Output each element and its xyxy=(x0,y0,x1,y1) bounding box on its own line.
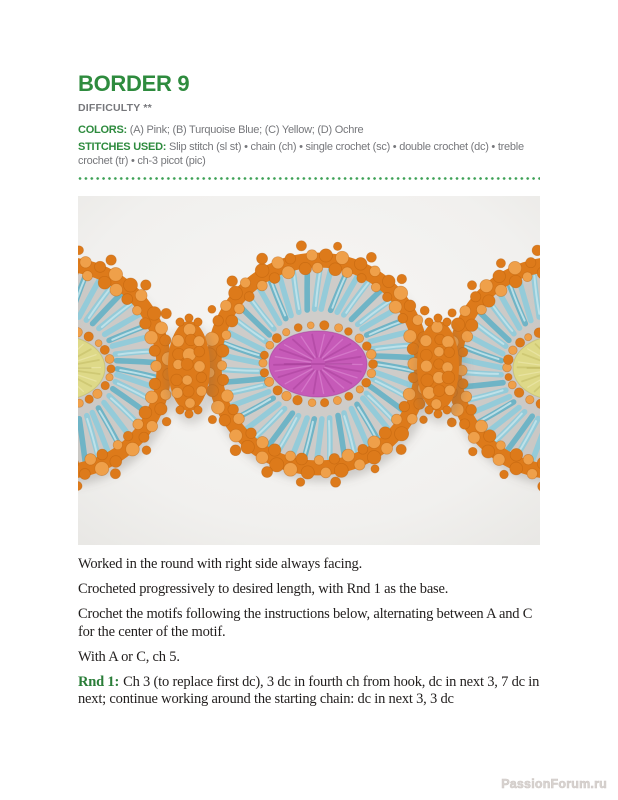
page-title: BORDER 9 xyxy=(78,71,190,96)
colors-label: COLORS: xyxy=(78,124,127,136)
difficulty-label: DIFFICULTY ** xyxy=(78,102,152,114)
dotted-divider xyxy=(78,176,540,181)
instruction-paragraph: With A or C, ch 5. xyxy=(78,648,180,665)
round-1-paragraph xyxy=(78,674,548,709)
instruction-paragraph: Crochet the motifs following the instructions below, alternating between A and C for the center of the motif. xyxy=(78,606,533,640)
stitches-line xyxy=(78,141,546,168)
instruction-paragraph: Worked in the round with right side always facing. xyxy=(78,556,363,572)
stitches-label: STITCHES USED: xyxy=(78,141,167,153)
round-1-text: Ch 3 (to replace first dc), 3 dc in fourth ch from hook, dc in next 3, 7 dc in next; continue working around the starting chain: dc in next 3, 3 dc xyxy=(78,673,540,707)
colors-line xyxy=(78,124,546,138)
crochet-border-photo xyxy=(78,196,540,545)
crochet-border-illustration xyxy=(78,196,540,545)
instruction-paragraph: Crocheted progressively to desired length, with Rnd 1 as the base. xyxy=(78,581,449,597)
watermark: PassionForum.ru xyxy=(501,777,607,791)
colors-value: (A) Pink; (B) Turquoise Blue; (C) Yellow; (D) Ochre xyxy=(129,124,364,136)
stitches-value: Slip stitch (sl st) • chain (ch) • single crochet (sc) • double crochet (dc) • treble crochet (tr) • ch-3 picot (pic) xyxy=(78,141,524,167)
instructions xyxy=(78,556,548,716)
round-1-label: Rnd 1: xyxy=(78,673,120,690)
